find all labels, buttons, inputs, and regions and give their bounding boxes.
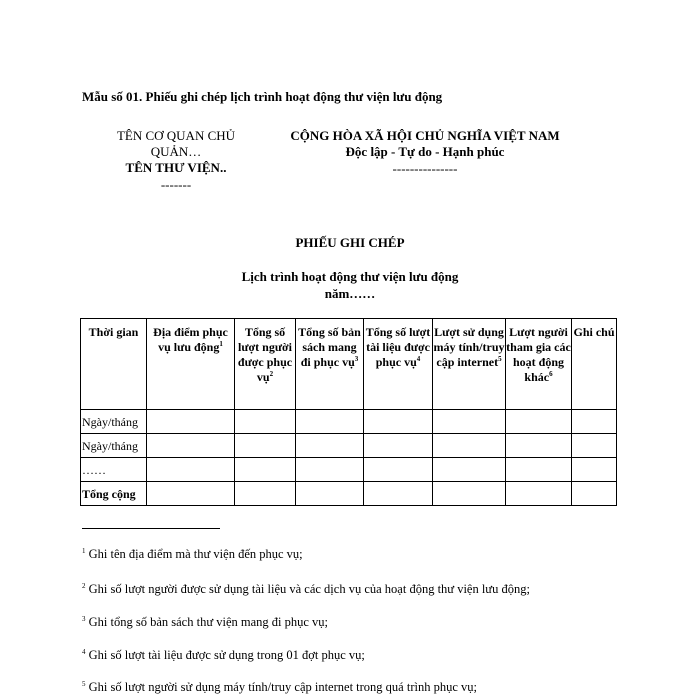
country-name: CỘNG HÒA XÃ HỘI CHỦ NGHĨA VIỆT NAM xyxy=(290,128,560,143)
national-header xyxy=(270,128,580,178)
table-row xyxy=(81,410,617,434)
table-row xyxy=(81,434,617,458)
agency-header xyxy=(96,128,256,194)
subtitle-line1: Lịch trình hoạt động thư viện lưu động xyxy=(241,269,459,284)
total-label: Tổng cộng xyxy=(81,482,147,506)
form-number: Mẫu số 01. Phiếu ghi chép lịch trình hoạt động thư viện lưu động xyxy=(82,89,443,104)
footnote: $^2$ Ghi số lượt người được sử dụng tài liệu và các dịch vụ của hoạt động thư viện lưu động; xyxy=(82,581,530,596)
header-notes: Ghi chú xyxy=(572,319,617,410)
document-subtitle xyxy=(200,268,500,302)
footnote: $^4$ Ghi số lượt tài liệu được sử dụng trong 01 đợt phục vụ; xyxy=(82,647,365,662)
header-other-activities: Lượt người tham gia các hoạt động khác$^6$ xyxy=(506,319,572,410)
table-total-row xyxy=(81,482,617,506)
subtitle-line2: năm…… xyxy=(324,286,376,301)
agency-name-line2: QUẢN… xyxy=(150,144,202,159)
document-title: PHIẾU GHI CHÉP xyxy=(295,235,405,250)
row-label: Ngày/tháng xyxy=(81,434,147,458)
row-label: Ngày/tháng xyxy=(81,410,147,434)
row-label: …… xyxy=(81,458,147,482)
header-computer-usage: Lượt sử dụng máy tính/truy cập internet$^5$ xyxy=(433,319,506,410)
header-location: Địa điểm phục vụ lưu động$^1$ xyxy=(147,319,235,410)
motto-divider: --------------- xyxy=(392,161,458,176)
table-header-row xyxy=(81,319,617,410)
header-total-books: Tổng số bản sách mang đi phục vụ$^3$ xyxy=(296,319,364,410)
agency-name-line1: TÊN CƠ QUAN CHỦ xyxy=(116,128,236,143)
activity-log-table xyxy=(80,318,617,506)
footnote-separator xyxy=(82,528,220,529)
agency-divider: ------- xyxy=(160,177,192,192)
table-row xyxy=(81,458,617,482)
national-motto: Độc lập - Tự do - Hạnh phúc xyxy=(345,144,505,159)
header-time: Thời gian xyxy=(81,319,147,410)
header-total-documents: Tổng số lượt tài liệu được phục vụ$^4$ xyxy=(364,319,433,410)
header-total-visitors: Tổng số lượt người được phục vụ$^2$ xyxy=(235,319,296,410)
footnote: $^3$ Ghi tổng số bản sách thư viện mang đi phục vụ; xyxy=(82,614,329,629)
footnote: $^1$ Ghi tên địa điểm mà thư viện đến phục vụ; xyxy=(82,546,303,561)
library-name: TÊN THƯ VIỆN.. xyxy=(125,160,227,175)
footnote: $^5$ Ghi số lượt người sử dụng máy tính/truy cập internet trong quá trình phục vụ; xyxy=(82,679,477,694)
